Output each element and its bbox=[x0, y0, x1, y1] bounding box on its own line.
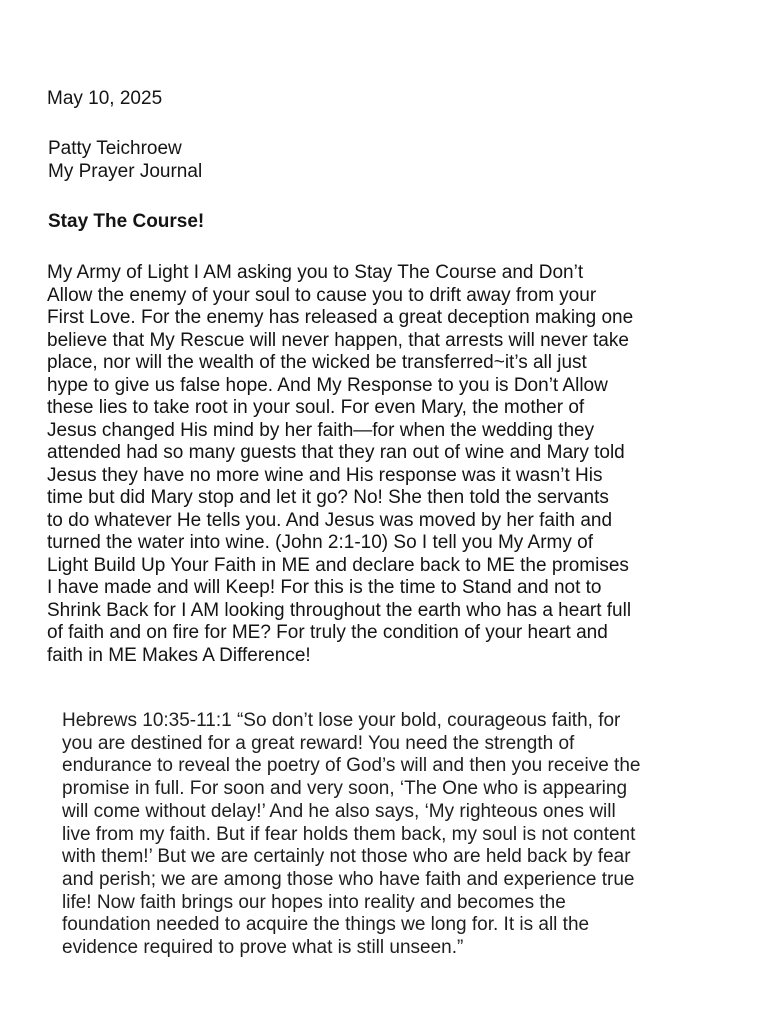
author-name: Patty Teichroew bbox=[48, 138, 182, 159]
scripture-line: evidence required to prove what is still unseen.” bbox=[62, 937, 464, 959]
message-line: faith in ME Makes A Difference! bbox=[47, 644, 311, 666]
scripture-line: endurance to reveal the poetry of God’s will and then you receive the bbox=[62, 755, 641, 777]
message-line: First Love. For the enemy has released a great deception making one bbox=[47, 307, 634, 328]
message-line: Allow the enemy of your soul to cause you to drift away from your bbox=[47, 284, 597, 306]
scripture-line: life! Now faith brings our hopes into reality and becomes the bbox=[62, 891, 566, 913]
scripture-line: promise in full. For soon and very soon, ‘The One who is appearing bbox=[62, 778, 628, 800]
entry-date: May 10, 2025 bbox=[47, 88, 163, 109]
scripture-line: live from my faith. But if fear holds them back, my soul is not content bbox=[62, 823, 636, 845]
message-line: My Army of Light I AM asking you to Stay The Course and Don’t bbox=[47, 262, 584, 283]
message-line: Jesus they have no more wine and His response was it wasn’t His bbox=[47, 464, 603, 486]
message-line: hype to give us false hope. And My Response to you is Don’t Allow bbox=[47, 374, 608, 396]
scripture-line: Hebrews 10:35-11:1 “So don’t lose your bold, courageous faith, for bbox=[62, 710, 621, 731]
scripture-line: you are destined for a great reward! You need the strength of bbox=[62, 732, 575, 754]
message-line: attended had so many guests that they ran out of wine and Mary told bbox=[47, 442, 625, 463]
scripture-line: foundation needed to acquire the things we long for. It is all the bbox=[62, 914, 590, 936]
message-line: these lies to take root in your soul. For even Mary, the mother of bbox=[47, 397, 585, 418]
scripture-paragraph bbox=[62, 710, 640, 960]
entry-title: Stay The Course! bbox=[48, 211, 205, 232]
message-line: place, nor will the wealth of the wicked be transferred~it’s all just bbox=[47, 352, 587, 373]
message-line: Shrink Back for I AM looking throughout the earth who has a heart full bbox=[47, 599, 632, 621]
message-line: of faith and on fire for ME? For truly the condition of your heart and bbox=[47, 622, 608, 643]
scripture-line: will come without delay!’ And he also says, ‘My righteous ones will bbox=[62, 800, 616, 822]
message-line: to do whatever He tells you. And Jesus was moved by her faith and bbox=[47, 509, 613, 531]
message-line: Light Build Up Your Faith in ME and declare back to ME the promises bbox=[47, 554, 629, 576]
message-line: turned the water into wine. (John 2:1-10) So I tell you My Army of bbox=[47, 532, 593, 553]
scripture-line: with them!’ But we are certainly not those who are held back by fear bbox=[62, 846, 631, 868]
message-line: Jesus changed His mind by her faith—for when the wedding they bbox=[47, 419, 595, 441]
message-paragraph bbox=[47, 262, 633, 667]
message-line: time but did Mary stop and let it go? No! She then told the servants bbox=[47, 487, 609, 508]
scripture-line: and perish; we are among those who have faith and experience true bbox=[62, 868, 635, 890]
journal-name: My Prayer Journal bbox=[48, 161, 203, 182]
message-line: believe that My Rescue will never happen, that arrests will never take bbox=[47, 329, 629, 351]
message-line: I have made and will Keep! For this is the time to Stand and not to bbox=[47, 577, 602, 598]
